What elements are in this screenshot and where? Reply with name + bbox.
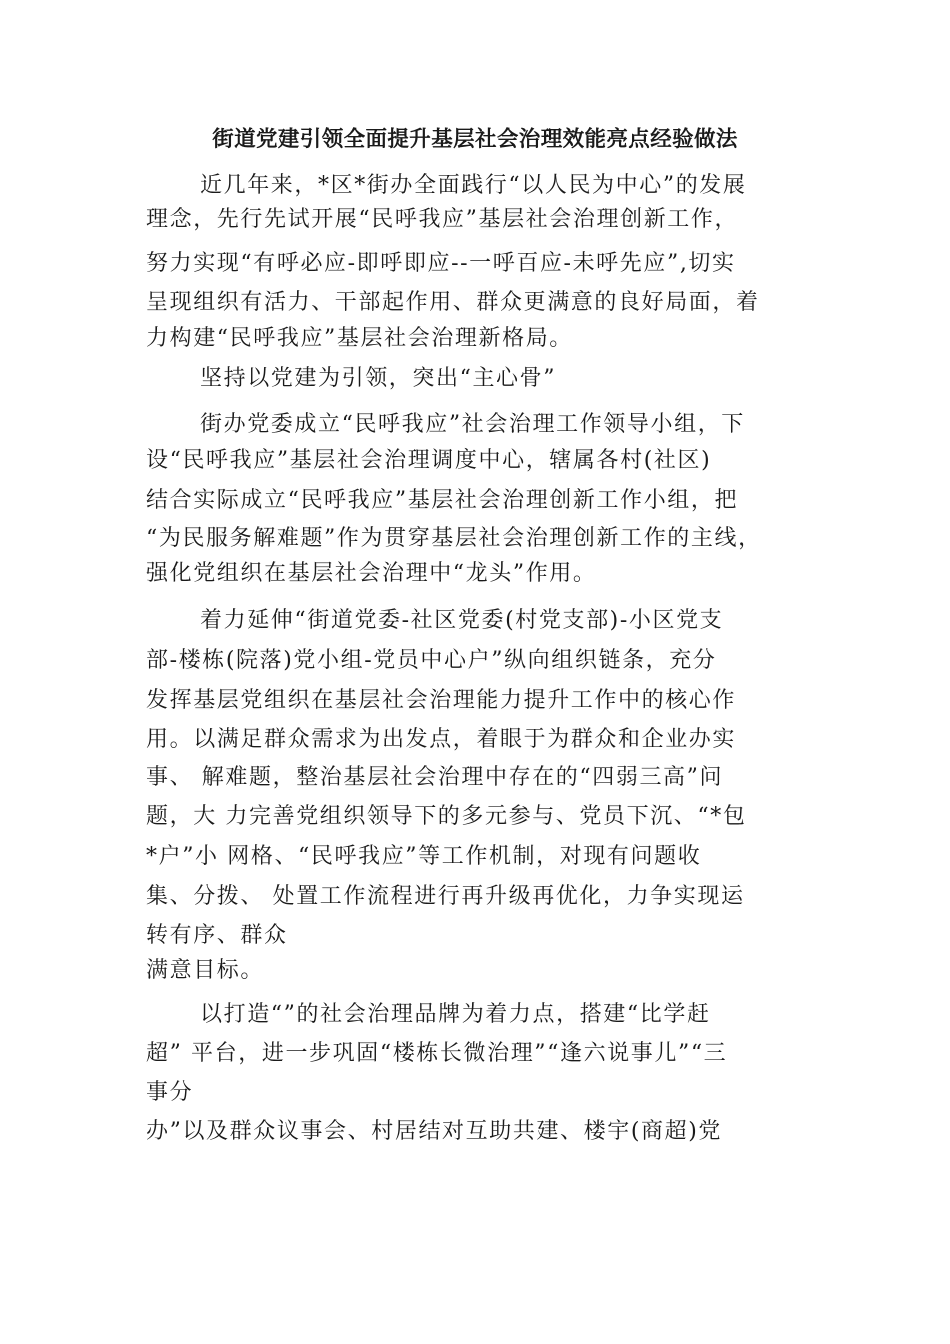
body-line: “为民服务解难题”作为贯穿基层社会治理创新工作的主线， bbox=[146, 526, 762, 551]
body-line: 事分 bbox=[146, 1080, 194, 1105]
body-line: 集、分拨、 处置工作流程进行再升级再优化，力争实现运 bbox=[146, 884, 745, 909]
section-heading: 坚持以党建为引领，突出“主心骨” bbox=[200, 366, 557, 391]
body-line: *户”小 网格、“民呼我应”等工作机制，对现有问题收 bbox=[146, 844, 702, 869]
body-line: 努力实现“有呼必应-即呼即应--一呼百应-未呼先应”,切实 bbox=[146, 251, 736, 276]
body-line: 强化党组织在基层社会治理中“龙头”作用。 bbox=[146, 561, 597, 586]
body-line: 办”以及群众议事会、村居结对互助共建、楼宇(商超)党 bbox=[146, 1119, 723, 1144]
body-line: 街办党委成立“民呼我应”社会治理工作领导小组，下 bbox=[200, 412, 745, 437]
body-line: 用。以满足群众需求为出发点，着眼于为群众和企业办实 bbox=[146, 727, 737, 752]
body-line: 转有序、群众 bbox=[146, 923, 288, 948]
body-line: 满意目标。 bbox=[146, 958, 265, 983]
body-line: 理念，先行先试开展“民呼我应”基层社会治理创新工作， bbox=[146, 207, 739, 232]
body-line: 呈现组织有活力、干部起作用、群众更满意的良好局面，着 bbox=[146, 290, 760, 315]
document-title: 街道党建引领全面提升基层社会治理效能亮点经验做法 bbox=[212, 127, 738, 152]
body-line: 结合实际成立“民呼我应”基层社会治理创新工作小组，把 bbox=[146, 488, 739, 513]
body-line: 力构建“民呼我应”基层社会治理新格局。 bbox=[146, 326, 573, 351]
body-line: 近几年来，*区*街办全面践行“以人民为中心”的发展 bbox=[200, 173, 747, 198]
body-line: 设“民呼我应”基层社会治理调度中心，辖属各村(社区) bbox=[146, 448, 712, 473]
body-line: 着力延伸“街道党委-社区党委(村党支部)-小区党支 bbox=[200, 608, 724, 633]
body-line: 超” 平台，进一步巩固“楼栋长微治理”“逢六说事儿”“三 bbox=[146, 1041, 728, 1066]
body-line: 部-楼栋(院落)党小组-党员中心户”纵向组织链条，充分 bbox=[146, 648, 717, 673]
body-line: 事、 解难题，整治基层社会治理中存在的“四弱三高”问 bbox=[146, 765, 724, 790]
body-line: 题，大 力完善党组织领导下的多元参与、党员下沉、“*包 bbox=[146, 804, 747, 829]
body-line: 以打造“”的社会治理品牌为着力点，搭建“比学赶 bbox=[200, 1002, 711, 1027]
body-line: 发挥基层党组织在基层社会治理能力提升工作中的核心作 bbox=[146, 688, 737, 713]
